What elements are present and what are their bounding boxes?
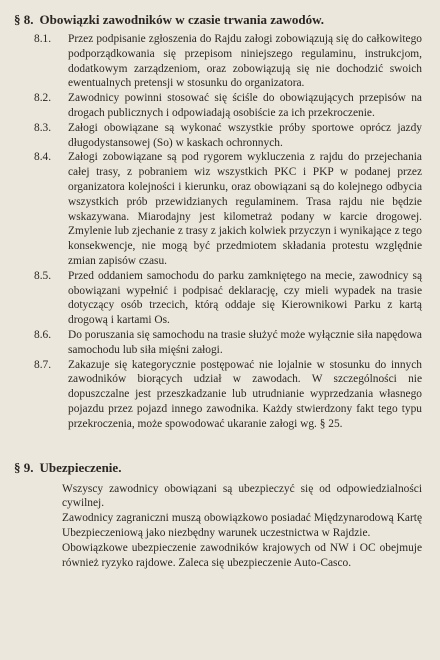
clause-8-4 (14, 150, 422, 268)
clause-number: 8.3. (34, 121, 52, 134)
section-9-heading (14, 460, 422, 476)
section-9-title: Ubezpieczenie. (39, 459, 122, 475)
clause-number: 8.5. (34, 269, 52, 282)
clause-number: 8.1. (34, 33, 52, 45)
clause-text: Zawodnicy powinni stosować się ściśle do obowiązujących przepisów na drogach publicznych i odpowiadają osobiście za ich przekroczenie. (68, 92, 422, 119)
paragraph: Wszyscy zawodnicy obowiązani są ubezpieczyć się od odpowiedzialności cywilnej. (62, 482, 422, 510)
section-9-body (14, 482, 422, 571)
paragraph: Obowiązkowe ubezpieczenie zawodników krajowych od NW i OC obejmuje również ryzyko rajdowe. Zaleca się ubezpieczenie Auto-Casco. (62, 541, 422, 569)
clause-8-3 (14, 121, 422, 151)
clause-number: 8.4. (34, 151, 52, 164)
section-9-number: § 9. (14, 459, 34, 475)
clause-text: Załogi zobowiązane są pod rygorem wykluczenia z rajdu do przejechania całej trasy, z pobraniem wiz wszystkich PKC i PKP w podanej przez organizatora kolejności i kierunku, oraz obowiązani są do kolejnego odbycia wszystkich prób przewidzianych regulaminem. Trasa rajdu nie będzie wskazywana. Miarodajny jest kilometraż podany w karcie drogowej. Zmylenie lub zjechanie z trasy z jakich kolwiek przyczyn i wynikające z tego konsekwencje, nie mogą być przedmiotem składania protestu względnie zmian zapisów czasu. (68, 151, 422, 267)
clause-8-5 (14, 269, 422, 328)
clause-number: 8.7. (34, 358, 52, 371)
clause-number: 8.6. (34, 328, 52, 341)
clause-text: Zakazuje się kategorycznie postępować nie lojalnie w stosunku do innych zawodników biorących udział w zawodach. W szczególności nie dopuszczalne jest przeszkadzanie lub utrudnianie wyprzedzania własnego pojazdu przez pojazd innego zawodnika. Każdy stwierdzony fakt tego typu przekroczenia, może spowodować ukaranie załogi wg. § 25. (68, 358, 422, 430)
section-8-clauses (14, 32, 422, 432)
clause-text: Przed oddaniem samochodu do parku zamkniętego na mecie, zawodnicy są obowiązani wypełnić i podpisać deklarację, czy mieli wypadek na trasie dotyczący osób trzecich, którą oddaje się Kierownikowi Parku z kartą drogową i kartami Os. (68, 269, 422, 327)
clause-8-7 (14, 358, 422, 432)
clause-text: Przez podpisanie zgłoszenia do Rajdu załogi zobowiązują się do całkowitego podporządkowania się przepisom niniejszego regulaminu, instrukcjom, dodatkowym zarządzeniom, oraz zobowiązują się nie dochodzić swoich ewentualnych pretensji w stosunku do organizatora. (68, 33, 422, 90)
clause-8-2 (14, 91, 422, 121)
clause-text: Załogi obowiązane są wykonać wszystkie próby sportowe oprócz jazdy długodystansowej (So) w kaskach ochronnych. (68, 121, 422, 149)
clause-number: 8.2. (34, 92, 52, 105)
clause-8-1 (14, 32, 422, 91)
paragraph: Zawodnicy zagraniczni muszą obowiązkowo posiadać Międzynarodową Kartę Ubezpieczeniową jako niezbędny warunek uczestnictwa w Rajdzie. (62, 512, 422, 539)
section-8-heading (14, 12, 422, 28)
section-8-number: § 8. (14, 12, 34, 27)
section-8-title: Obowiązki zawodników w czasie trwania zawodów. (39, 12, 325, 27)
clause-text: Do poruszania się samochodu na trasie służyć może wyłącznie siła napędowa samochodu lub siła mięśni załogi. (68, 328, 422, 356)
clause-8-6 (14, 328, 422, 358)
